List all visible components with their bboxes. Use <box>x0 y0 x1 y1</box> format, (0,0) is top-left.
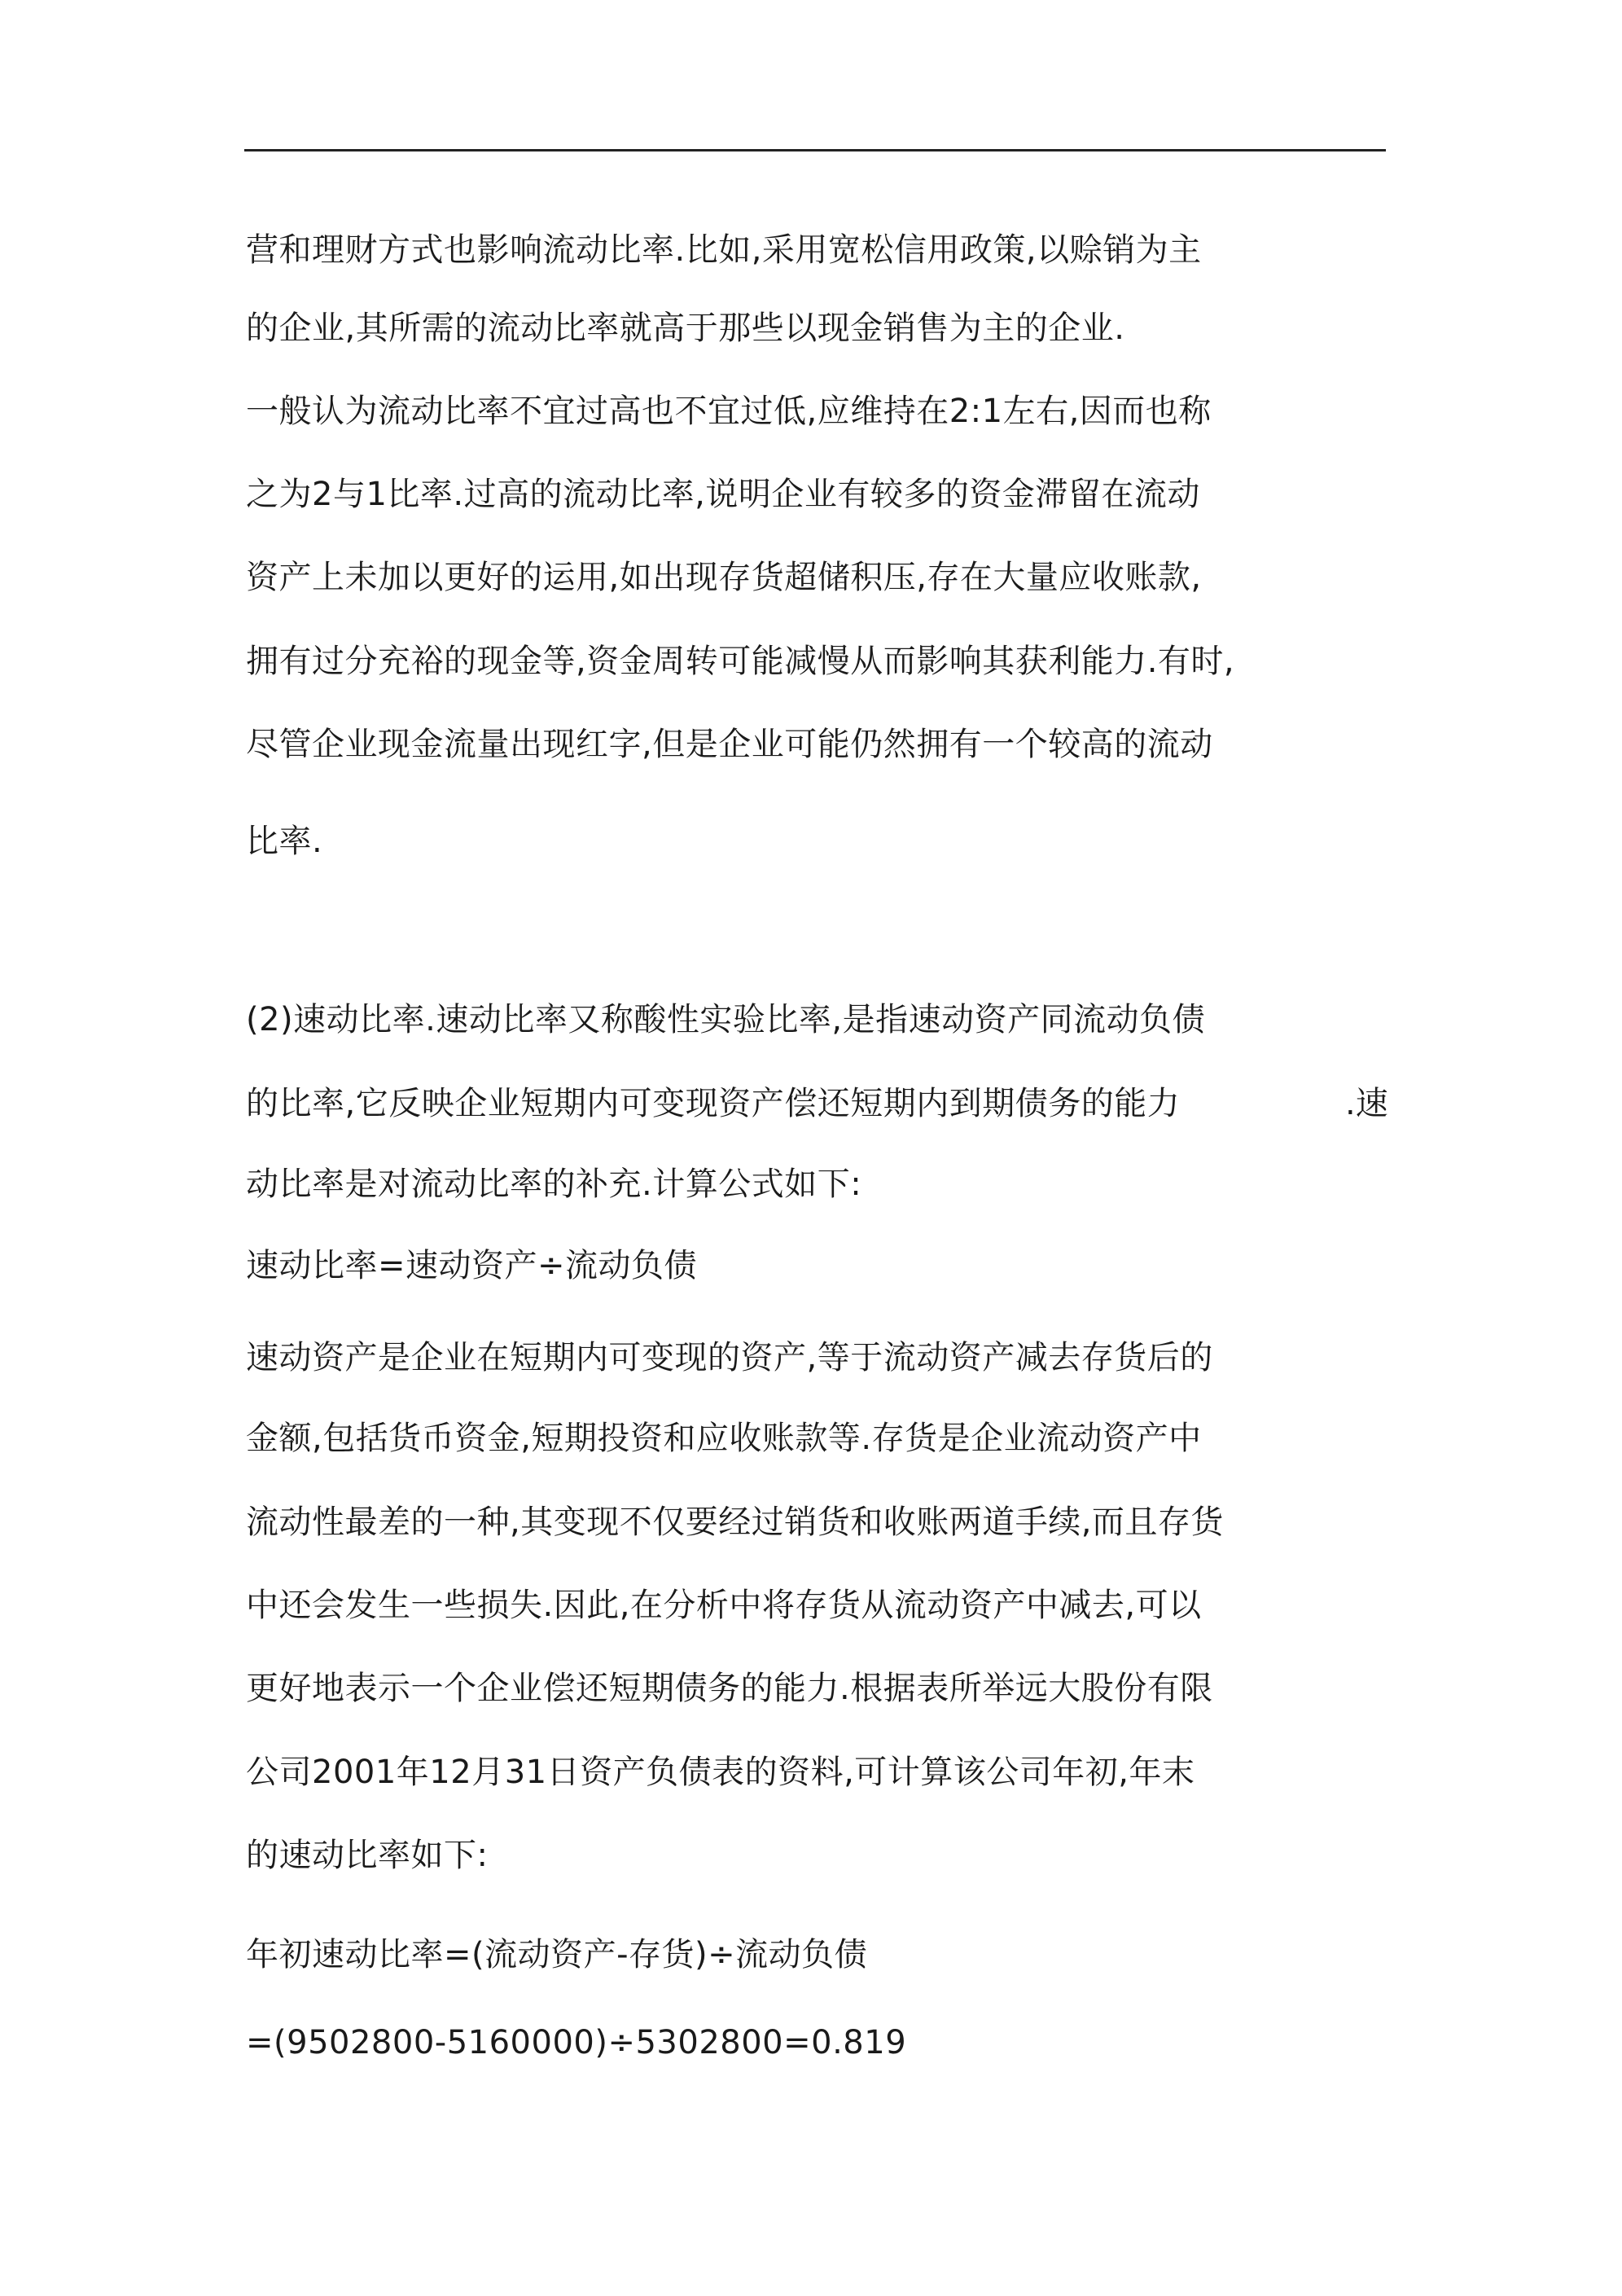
text-line: 尽管企业现金流量出现红字,但是企业可能仍然拥有一个较高的流动 <box>246 726 1213 763</box>
text-line: 年初速动比率=(流动资产-存货)÷流动负债 <box>246 1936 868 1973</box>
text-line: 更好地表示一个企业偿还短期债务的能力.根据表所举远大股份有限 <box>246 1670 1213 1707</box>
text-line: 流动性最差的一种,其变现不仅要经过销货和收账两道手续,而且存货 <box>246 1504 1224 1541</box>
text-line: 之为2与1比率.过高的流动比率,说明企业有较多的资金滞留在流动 <box>246 476 1200 513</box>
header-rule <box>244 149 1386 151</box>
text-line: 资产上未加以更好的运用,如出现存货超储积压,存在大量应收账款, <box>246 559 1202 596</box>
text-line: 中还会发生一些损失.因此,在分析中将存货从流动资产中减去,可以 <box>246 1587 1202 1624</box>
text-line: 的比率,它反映企业短期内可变现资产偿还短期内到期债务的能力 <box>246 1085 1181 1122</box>
text-line: 速动比率=速动资产÷流动负债 <box>246 1247 698 1284</box>
text-line: 一般认为流动比率不宜过高也不宜过低,应维持在2:1左右,因而也称 <box>246 393 1212 430</box>
text-line: 拥有过分充裕的现金等,资金周转可能减慢从而影响其获利能力.有时, <box>246 643 1235 680</box>
text-line: 公司2001年12月31日资产负债表的资料,可计算该公司年初,年末 <box>246 1754 1195 1791</box>
text-line: 的企业,其所需的流动比率就高于那些以现金销售为主的企业. <box>246 309 1125 347</box>
text-line: 比率. <box>246 823 323 860</box>
text-line: =(9502800-5160000)÷5302800=0.819 <box>246 2024 907 2061</box>
text-line: 营和理财方式也影响流动比率.比如,采用宽松信用政策,以赊销为主 <box>246 231 1202 269</box>
text-line-fragment: .速 <box>1345 1085 1388 1122</box>
text-line: 的速动比率如下: <box>246 1837 489 1874</box>
text-line: 速动资产是企业在短期内可变现的资产,等于流动资产减去存货后的 <box>246 1339 1213 1376</box>
text-line: (2)速动比率.速动比率又称酸性实验比率,是指速动资产同流动负债 <box>246 1001 1206 1038</box>
text-line: 动比率是对流动比率的补充.计算公式如下: <box>246 1166 862 1203</box>
text-line: 金额,包括货币资金,短期投资和应收账款等.存货是企业流动资产中 <box>246 1420 1202 1457</box>
